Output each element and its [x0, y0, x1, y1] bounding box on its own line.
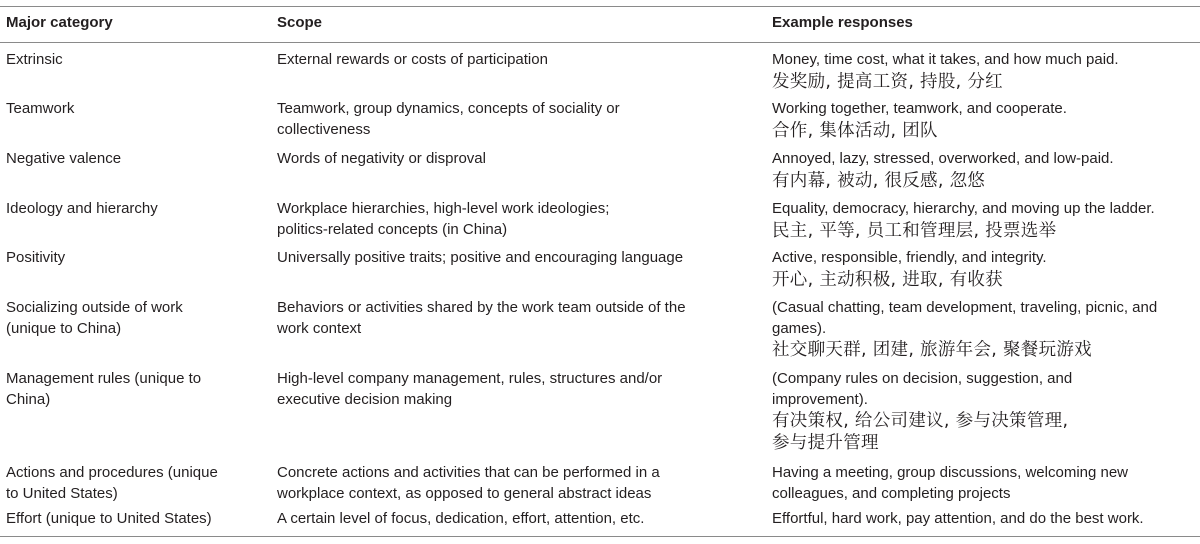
table-top-rule	[0, 6, 1200, 7]
row-management-rules-scope: High-level company management, rules, structures and/or executive decision making	[277, 370, 663, 408]
examples-chinese: 参与提升管理	[772, 433, 879, 453]
table-bottom-rule	[0, 536, 1200, 537]
row-positivity-scope: Universally positive traits; positive and encouraging language	[277, 249, 684, 266]
row-negative-valence-category: Negative valence	[6, 150, 122, 167]
examples-chinese: 社交聊天群, 团建, 旅游年会, 聚餐玩游戏	[772, 340, 1092, 360]
examples-chinese: 有决策权, 给公司建议, 参与决策管理,	[772, 411, 1069, 431]
header-major-category: Major category	[6, 14, 113, 31]
row-teamwork-category: Teamwork	[6, 100, 75, 117]
row-socializing-category: Socializing outside of work (unique to China)	[6, 299, 183, 337]
row-effort-category: Effort (unique to United States)	[6, 510, 212, 527]
row-positivity-examples: Active, responsible, friendly, and integrity. 开心, 主动积极, 进取, 有收获	[772, 249, 1047, 290]
row-socializing-scope: Behaviors or activities shared by the work team outside of the work context	[277, 299, 686, 337]
row-negative-valence-scope: Words of negativity or disproval	[277, 150, 486, 167]
row-extrinsic-scope: External rewards or costs of participation	[277, 51, 548, 68]
examples-chinese: 有内幕, 被动, 很反感, 忽悠	[772, 170, 986, 191]
row-management-rules-category: Management rules (unique to China)	[6, 370, 202, 408]
examples-chinese: 开心, 主动积极, 进取, 有收获	[772, 269, 1003, 290]
header-example-responses: Example responses	[772, 14, 913, 31]
row-teamwork-examples: Working together, teamwork, and cooperate. 合作, 集体活动, 团队	[772, 100, 1067, 141]
examples-chinese: 合作, 集体活动, 团队	[772, 120, 938, 141]
row-socializing-examples: (Casual chatting, team development, traveling, picnic, and games). 社交聊天群, 团建, 旅游年会, 聚餐玩游戏	[772, 299, 1158, 360]
row-ideology-category: Ideology and hierarchy	[6, 200, 158, 217]
row-ideology-scope: Workplace hierarchies, high-level work ideologies; politics-related concepts (in China)	[277, 200, 610, 238]
examples-chinese: 民主, 平等, 员工和管理层, 投票选举	[772, 220, 1057, 241]
row-actions-scope: Concrete actions and activities that can be performed in a workplace context, as opposed to general abstract ideas	[277, 464, 660, 502]
examples-chinese: 发奖励, 提高工资, 持股, 分红	[772, 71, 1003, 92]
row-negative-valence-examples: Annoyed, lazy, stressed, overworked, and low-paid. 有内幕, 被动, 很反感, 忽悠	[772, 150, 1114, 191]
row-positivity-category: Positivity	[6, 249, 66, 266]
row-ideology-examples: Equality, democracy, hierarchy, and moving up the ladder. 民主, 平等, 员工和管理层, 投票选举	[772, 200, 1155, 241]
row-extrinsic-category: Extrinsic	[6, 51, 63, 68]
row-actions-category: Actions and procedures (unique to United States)	[6, 464, 218, 502]
header-rule	[0, 42, 1200, 43]
row-management-rules-examples: (Company rules on decision, suggestion, and improvement). 有决策权, 给公司建议, 参与决策管理, 参与提升管理	[772, 370, 1073, 453]
row-actions-examples: Having a meeting, group discussions, welcoming new colleagues, and completing projects	[772, 464, 1129, 502]
row-extrinsic-examples: Money, time cost, what it takes, and how much paid. 发奖励, 提高工资, 持股, 分红	[772, 51, 1119, 92]
header-scope: Scope	[277, 14, 323, 31]
row-effort-examples: Effortful, hard work, pay attention, and do the best work.	[772, 510, 1144, 527]
row-teamwork-scope: Teamwork, group dynamics, concepts of sociality or collectiveness	[277, 100, 620, 138]
row-effort-scope: A certain level of focus, dedication, effort, attention, etc.	[277, 510, 645, 527]
